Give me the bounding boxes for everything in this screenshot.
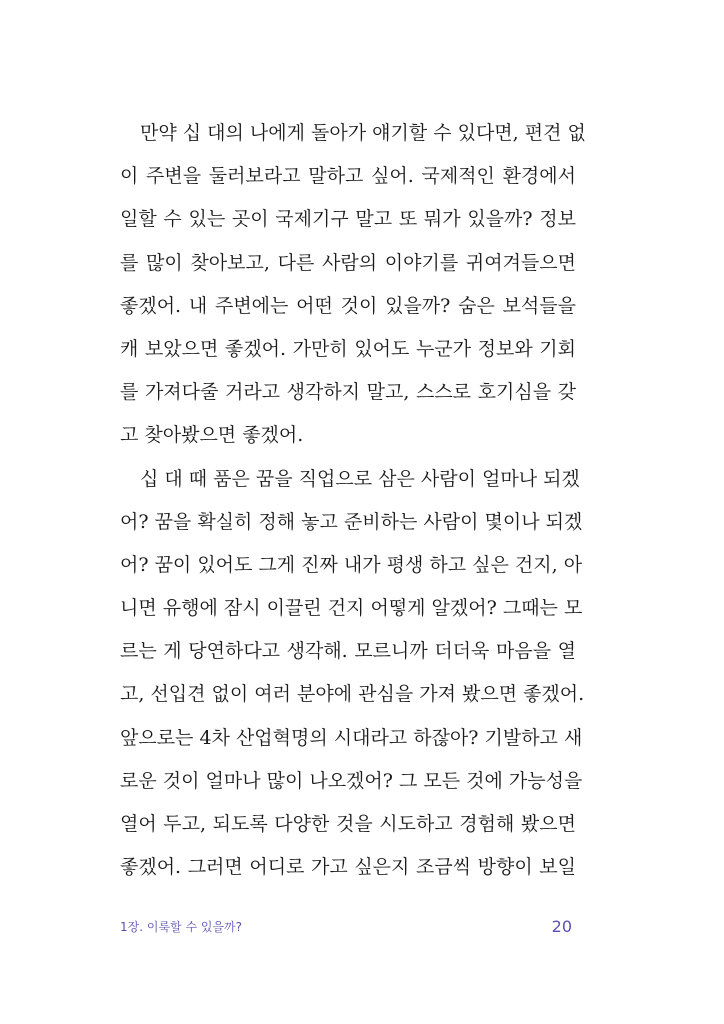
- text-line: 앞으로는 4차 산업혁명의 시대라고 하잖아? 기발하고 새: [120, 726, 583, 749]
- text-line: 를 많이 찾아보고, 다른 사람의 이야기를 귀여겨들으면: [120, 251, 576, 274]
- text-line: 를 가져다줄 거라고 생각하지 말고, 스스로 호기심을 갖: [120, 381, 576, 404]
- text-line: 일할 수 있는 곳이 국제기구 말고 또 뭐가 있을까? 정보: [120, 208, 576, 231]
- page-footer: [120, 916, 572, 938]
- text-line: 어? 꿈을 확실히 정해 놓고 준비하는 사람이 몇이나 되겠: [120, 510, 583, 533]
- text-line: 고 찾아봤으면 좋겠어.: [120, 424, 304, 447]
- text-line: 열어 두고, 되도록 다양한 것을 시도하고 경험해 봤으면: [120, 813, 576, 835]
- text-line: 캐 보았으면 좋겠어. 가만히 있어도 누군가 정보와 기회: [120, 337, 576, 360]
- text-line: 십 대 때 품은 꿈을 직업으로 삼은 사람이 얼마나 되겠: [140, 467, 580, 490]
- text-line: 니면 유행에 잠시 이끌린 건지 어떻게 알겠어? 그때는 모: [120, 597, 583, 620]
- body-text: [120, 116, 586, 893]
- text-line: 고, 선입견 없이 여러 분야에 관심을 가져 봤으면 좋겠어.: [120, 683, 585, 706]
- text-line: 어? 꿈이 있어도 그게 진짜 내가 평생 하고 싶은 건지, 아: [120, 553, 583, 576]
- text-line: 만약 십 대의 나에게 돌아가 얘기할 수 있다면, 편견 없: [140, 122, 586, 144]
- text-line: 르는 게 당연하다고 생각해. 모르니까 더더욱 마음을 열: [120, 640, 576, 663]
- text-line: 로운 것이 얼마나 많이 나오겠어? 그 모든 것에 가능성을: [120, 769, 583, 792]
- text-line: 이 주변을 둘러보라고 말하고 싶어. 국제적인 환경에서: [120, 165, 576, 188]
- chapter-title: 1장. 이룩할 수 있을까?: [120, 920, 242, 934]
- text-line: 좋겠어. 그러면 어디로 가고 싶은지 조금씩 방향이 보일: [120, 856, 576, 879]
- text-line: 좋겠어. 내 주변에는 어떤 것이 있을까? 숨은 보석들을: [120, 294, 576, 317]
- page-number: 20: [551, 917, 572, 936]
